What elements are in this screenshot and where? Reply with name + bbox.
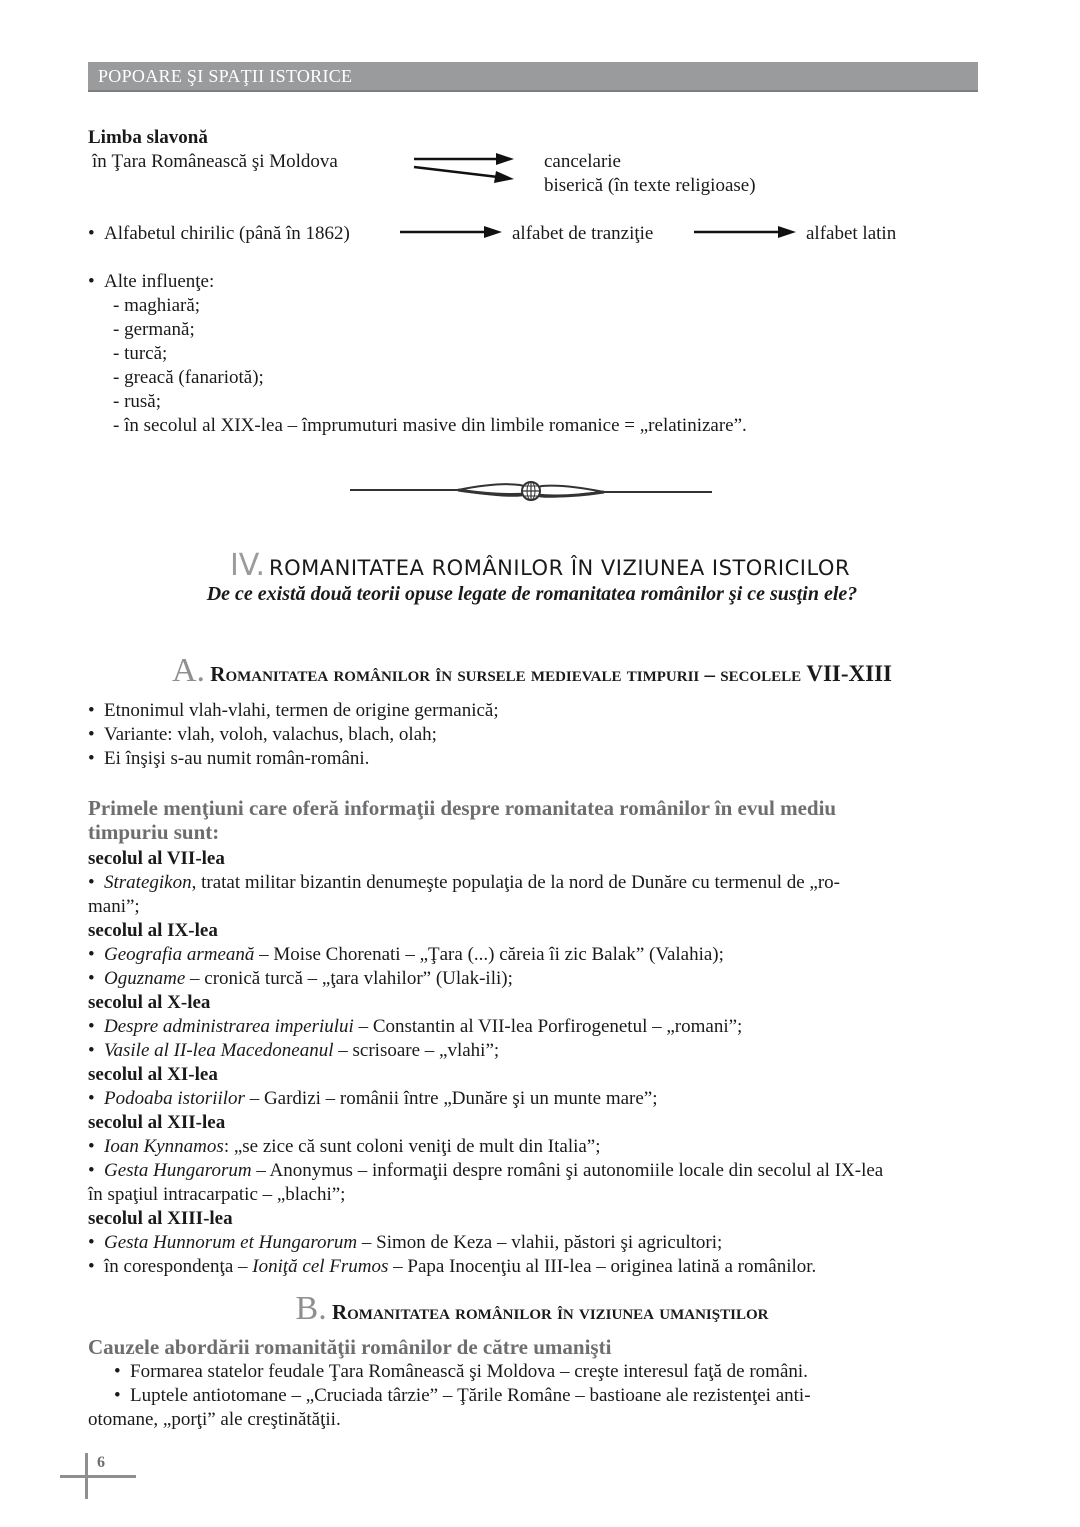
slavona-title: Limba slavonă <box>88 127 208 148</box>
bullet-icon: • <box>88 1016 95 1037</box>
split-arrows-icon <box>410 150 520 186</box>
footer-crosshair-horizontal <box>60 1475 136 1478</box>
alphabet-step-3: alfabet latin <box>806 223 897 244</box>
bullet-icon: • <box>88 1160 95 1181</box>
bullet-item: • Variante: vlah, voloh, valachus, blach, olah; <box>88 724 437 745</box>
influence-item: - în secolul al XIX-lea – împrumuturi masive din limbile romanice = „relatinizare”. <box>113 415 747 436</box>
chapter-header-bar <box>88 62 978 92</box>
bullet-item: • Formarea statelor feudale Ţara Românească şi Moldova – creşte interesul faţă de români. <box>114 1361 808 1382</box>
century-item: • Gesta Hungarorum – Anonymus – informaţii despre români şi autonomiile locale din secolul al IX-lea <box>88 1160 884 1181</box>
section-b-letter: B. <box>295 1290 327 1327</box>
century-item: • Gesta Hunnorum et Hungarorum – Simon de Keza – vlahii, păstori şi agricultori; <box>88 1232 723 1253</box>
bullet-item: • Etnonimul vlah-vlahi, termen de origine germanică; <box>88 700 499 721</box>
arrow-right-icon <box>398 224 504 240</box>
influences-title: • Alte influenţe: <box>88 271 215 292</box>
century-label: secolul al IX-lea <box>88 920 218 941</box>
alphabet-step-2: alfabet de tranziţie <box>512 223 654 244</box>
bullet-item-cont: otomane, „porţi” ale creştinătăţii. <box>88 1409 341 1430</box>
arrow-right-icon <box>692 224 798 240</box>
century-item-cont: în spaţiul intracarpatic – „blachi”; <box>88 1184 346 1205</box>
bullet-icon: • <box>88 724 95 745</box>
century-item: • Ioan Kynnamos: „se zice că sunt coloni veniţi de mult din Italia”; <box>88 1136 601 1157</box>
influence-item: - greacă (fanariotă); <box>113 367 264 388</box>
section-a-title-suffix: VII-XIII <box>806 661 893 686</box>
bullet-icon: • <box>88 1256 95 1277</box>
slavona-target-cancelarie: cancelarie <box>544 151 621 172</box>
century-item: • în corespondenţa – Ioniţă cel Frumos – Papa Inocenţiu al III-lea – originea latină a românilor. <box>88 1256 817 1277</box>
influence-item: - maghiară; <box>113 295 201 316</box>
section-b-bullets <box>114 1360 811 1408</box>
section-a-title: Romanitatea românilor în sursele medievale timpurii – secolele <box>210 662 802 686</box>
bullet-icon: • <box>114 1385 121 1406</box>
century-label: secolul al XIII-lea <box>88 1208 233 1229</box>
century-label: secolul al X-lea <box>88 992 211 1013</box>
centuries-list <box>88 847 988 1279</box>
slavona-target-biserica: biserică (în texte religioase) <box>544 175 756 196</box>
influence-item: - rusă; <box>113 391 162 412</box>
section-iv-question: De ce există două teorii opuse legate de romanitatea românilor şi ce susţin ele? <box>206 583 858 605</box>
influences-list <box>113 294 747 438</box>
bullet-item: • Ei înşişi s-au numit român-români. <box>88 748 370 769</box>
ornamental-divider-globe-icon <box>348 476 714 506</box>
slavona-origin: în Ţara Românească şi Moldova <box>92 151 338 172</box>
bullet-icon: • <box>88 968 95 989</box>
page-number: 6 <box>97 1454 105 1471</box>
bullet-icon: • <box>88 872 95 893</box>
century-item: • Geografia armeană – Moise Chorenati – „Ţara (...) căreia îi zic Balak” (Valahia); <box>88 944 724 965</box>
bullet-icon: • <box>88 700 95 721</box>
century-label: secolul al XI-lea <box>88 1064 218 1085</box>
century-label: secolul al XII-lea <box>88 1112 226 1133</box>
bullet-icon: • <box>88 1040 95 1061</box>
century-label: secolul al VII-lea <box>88 848 225 869</box>
chapter-title: POPOARE ŞI SPAŢII ISTORICE <box>98 66 353 86</box>
bullet-item: • Luptele antiotomane – „Cruciada târzie” – Ţările Române – bastioane ale rezistenţei anti- <box>114 1385 811 1406</box>
century-item: • Vasile al II-lea Macedoneanul – scrisoare – „vlahi”; <box>88 1040 500 1061</box>
influence-item: - turcă; <box>113 343 168 364</box>
section-iv-number: IV. <box>229 548 265 583</box>
section-a-bullets <box>88 699 499 771</box>
century-item: • Despre administrarea imperiului – Constantin al VII-lea Porfirogenetul – „romani”; <box>88 1016 743 1037</box>
section-b-subheading: Cauzele abordării romanităţii românilor de către umanişti <box>88 1335 612 1359</box>
alphabet-step-1: • Alfabetul chirilic (până în 1862) <box>88 223 350 244</box>
century-item: • Oguzname – cronică turcă – „ţara vlahilor” (Ulak-ili); <box>88 968 513 989</box>
century-item: • Podoaba istoriilor – Gardizi – românii între „Dunăre şi un munte mare”; <box>88 1088 658 1109</box>
bullet-icon: • <box>88 944 95 965</box>
footer-crosshair-vertical <box>85 1453 88 1499</box>
section-iv-heading <box>0 548 1080 583</box>
section-b-title: Romanitatea românilor în viziunea umaniştilor <box>331 1300 769 1324</box>
bullet-icon: • <box>88 1136 95 1157</box>
bullet-icon: • <box>88 1088 95 1109</box>
century-item: • Strategikon, tratat militar bizantin denumeşte populaţia de la nord de Dunăre cu termenul de „ro- <box>88 872 841 893</box>
bullet-icon: • <box>88 223 95 244</box>
bullet-icon: • <box>88 748 95 769</box>
century-item-cont: mani”; <box>88 896 140 917</box>
bullet-icon: • <box>114 1361 121 1382</box>
section-a-heading <box>0 652 1064 690</box>
mentions-heading: Primele menţiuni care oferă informaţii despre romanitatea românilor în evul mediu timpuriu sunt: <box>88 796 837 844</box>
section-a-letter: A. <box>171 652 206 689</box>
section-b-heading <box>0 1290 1064 1328</box>
section-iv-title: ROMANITATEA ROMÂNILOR ÎN VIZIUNEA ISTORICILOR <box>269 556 851 580</box>
bullet-icon: • <box>88 271 95 292</box>
influence-item: - germană; <box>113 319 195 340</box>
bullet-icon: • <box>88 1232 95 1253</box>
